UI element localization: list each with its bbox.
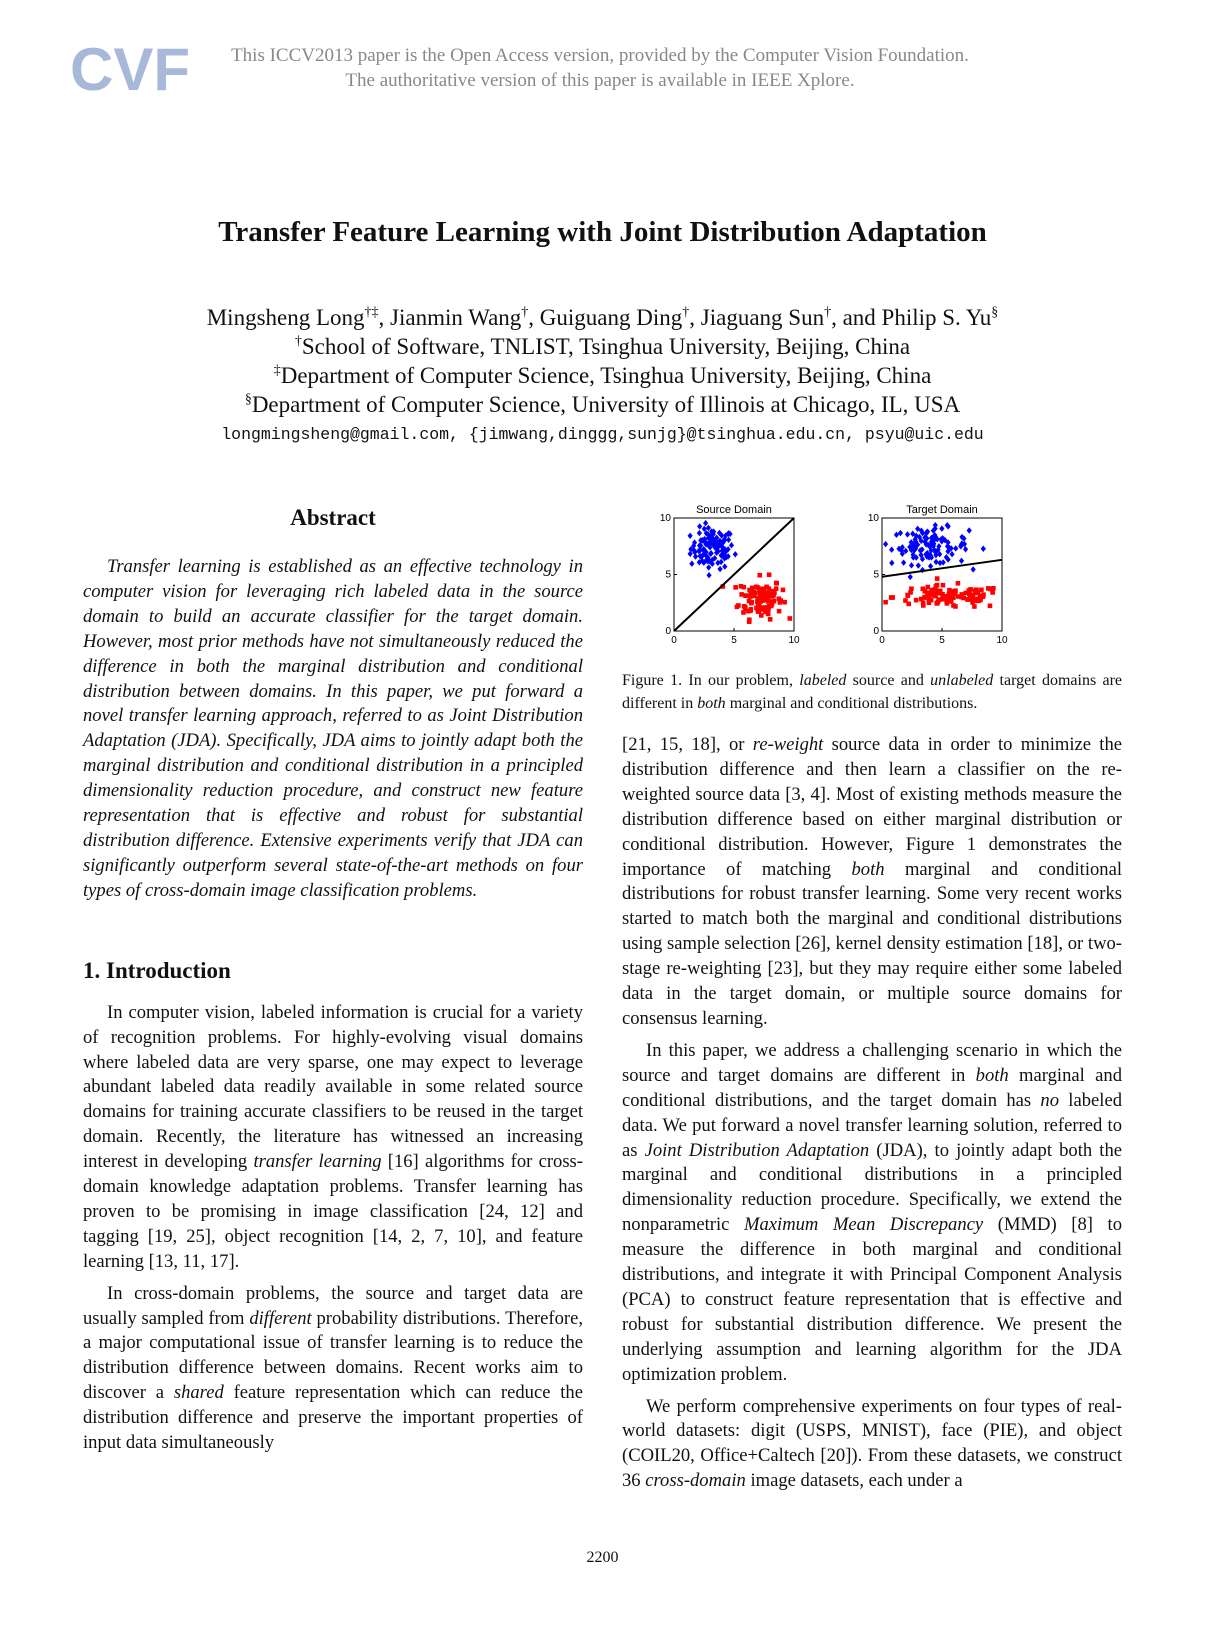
data-point-square (959, 592, 964, 597)
affiliation-text: Department of Computer Science, University of Illinois at Chicago, IL, USA (251, 392, 961, 417)
affiliation-mark: † (682, 305, 690, 320)
affiliation-line (0, 361, 1205, 390)
y-tick-label: 5 (873, 569, 879, 581)
affiliation-mark: § (991, 305, 999, 320)
text-run: probability distributions. Therefore, a major computational issue of transfer learning is to reduce the distribution difference between domains. Recent works aim to discover a (83, 1307, 583, 1404)
data-point-diamond (909, 562, 914, 568)
text-run: In computer vision, labeled information is crucial for a variety of recognition problems. For highly-evolving visual domains where labeled data are very sparse, one may expect to leverage abundant labeled data readily available in some related source domains for training accurate classifiers to be reused in the target domain. Recently, the literature has witnessed an increasing interest in developing (83, 1001, 583, 1173)
data-point-diamond (706, 564, 711, 570)
data-point-square (956, 581, 961, 586)
data-point-square (909, 586, 914, 591)
data-point-diamond (697, 530, 702, 536)
text-run: marginal and conditional distributions, and the target domain has (622, 1064, 1122, 1111)
affiliation-line (0, 390, 1205, 419)
affiliations (0, 332, 1205, 419)
author-name: Philip S. Yu (881, 305, 992, 330)
data-point-square (921, 603, 926, 608)
data-point-square (935, 583, 940, 588)
data-point-diamond (963, 546, 968, 552)
author-name: Mingsheng Long (206, 305, 365, 330)
affiliation-mark: † (824, 305, 832, 320)
data-point-square (748, 594, 753, 599)
scatter-panel-1 (660, 504, 800, 646)
data-point-square (953, 604, 958, 609)
body-paragraph (622, 1395, 1122, 1495)
author-separator: , (528, 305, 540, 330)
author-block (0, 303, 1205, 419)
data-point-square (757, 573, 762, 578)
y-tick-label: 0 (873, 626, 879, 637)
data-point-diamond (937, 560, 942, 566)
left-column (83, 503, 583, 1456)
data-point-diamond (981, 546, 986, 552)
text-run: marginal and conditional distributions. (725, 695, 978, 712)
data-point-square (919, 597, 924, 602)
data-point-diamond (949, 551, 954, 557)
data-point-diamond (928, 563, 933, 569)
data-point-diamond (717, 566, 722, 572)
data-point-diamond (733, 551, 738, 557)
data-point-diamond (953, 545, 958, 551)
data-point-square (974, 591, 979, 596)
data-point-square (763, 595, 768, 600)
data-point-square (739, 592, 744, 597)
svg-text:CVF: CVF (70, 36, 190, 103)
data-point-square (972, 604, 977, 609)
data-point-diamond (916, 562, 921, 568)
data-point-square (889, 595, 894, 600)
author-separator: , and (831, 305, 882, 330)
x-tick-label: 10 (788, 635, 800, 646)
data-point-square (749, 601, 754, 606)
data-point-diamond (889, 560, 894, 566)
data-point-square (767, 604, 772, 609)
abstract-body (83, 555, 583, 904)
y-tick-label: 10 (867, 513, 879, 524)
introduction-heading: 1. Introduction (83, 957, 231, 983)
data-point-square (927, 600, 932, 605)
data-point-square (949, 599, 954, 604)
data-point-diamond (901, 559, 906, 565)
text-run: labeled data. We put forward a novel transfer learning solution, referred to as (622, 1089, 1122, 1161)
text-run: In cross-domain problems, the source and target data are usually sampled from (83, 1282, 583, 1329)
body-paragraph (83, 1282, 583, 1456)
affiliation-line (0, 332, 1205, 361)
data-point-diamond (697, 523, 702, 529)
x-tick-label: 5 (731, 635, 737, 646)
data-point-square (739, 584, 744, 589)
data-point-square (766, 612, 771, 617)
text-run: (JDA), to jointly adapt both the marginal and conditional distributions in a principled dimensionality reduction procedure. Specifically, we extend the nonparametric (622, 1139, 1122, 1236)
emphasis-text: both (851, 858, 885, 880)
data-point-diamond (706, 572, 711, 578)
data-point-square (762, 605, 767, 610)
text-run: (MMD) [8] to measure the difference in both marginal and conditional distributions, and integrate it with Principal Component Analysis (PCA) to construct feature representation that is effective and robust for substantial distribution difference. We present the underlying assumption and learning algorithm for the JDA optimization problem. (622, 1214, 1122, 1385)
text-run: Figure 1. In our problem, (622, 672, 800, 689)
x-tick-label: 5 (939, 635, 945, 646)
y-tick-label: 0 (665, 626, 671, 637)
data-point-square (768, 617, 773, 622)
data-point-square (883, 600, 888, 605)
data-point-square (914, 598, 919, 603)
emphasis-text: different (249, 1307, 312, 1329)
data-point-square (742, 604, 747, 609)
body-paragraph (622, 733, 1122, 1032)
data-point-diamond (889, 547, 894, 553)
data-point-square (788, 616, 793, 621)
data-point-square (979, 588, 984, 593)
emphasis-text: Maximum Mean Discrepancy (743, 1214, 984, 1236)
introduction-body-left (83, 1001, 583, 1456)
emphasis-text: both (697, 695, 726, 712)
data-point-square (770, 599, 775, 604)
author-name: Guiguang Ding (539, 305, 683, 330)
data-point-square (770, 589, 775, 594)
chart-title: Source Domain (696, 504, 772, 516)
body-paragraph (83, 1001, 583, 1275)
data-point-square (920, 586, 925, 591)
data-point-square (988, 603, 993, 608)
emphasis-text: both (975, 1064, 1009, 1086)
text-run: [16] algorithms for cross-domain knowledge adaptation problems. Transfer learning has proven to be promising in image classification [24, 12] and tagging [19, 25], object recognition [14, 2, 7, 10], and feature learning [13, 11, 17]. (83, 1151, 583, 1272)
open-access-notice (180, 43, 1020, 93)
data-point-diamond (688, 533, 693, 539)
data-point-diamond (726, 537, 731, 543)
affiliation-mark: †‡ (364, 305, 379, 320)
paper-title: Transfer Feature Learning with Joint Distribution Adaptation (218, 216, 987, 248)
data-point-diamond (905, 531, 910, 537)
data-point-diamond (688, 551, 693, 557)
abstract-paragraph: Transfer learning is established as an effective technology in computer vision for leveraging rich labeled data in the source domain to build an accurate classifier for the target domain. However, most prior methods have not simultaneously reduced the difference in both the marginal distribution and conditional distribution between domains. In this paper, we put forward a novel transfer learning approach, referred to as Joint Distribution Adaptation (JDA). Specifically, JDA aims to jointly adapt both the marginal distribution and conditional distribution in a principled dimensionality reduction procedure, and construct new feature representation that is effective and robust for substantial distribution difference. Extensive experiments verify that JDA can significantly outperform several state-of-the-art methods on four types of cross-domain image classification problems. (83, 556, 583, 901)
x-tick-label: 10 (996, 635, 1008, 646)
x-tick-label: 0 (671, 635, 677, 646)
author-separator: , (378, 305, 391, 330)
abstract-heading: Abstract (290, 505, 376, 530)
data-point-square (988, 587, 993, 592)
data-point-square (937, 597, 942, 602)
introduction-body-right (622, 733, 1122, 1494)
author-emails: longmingsheng@gmail.com, {jimwang,dinggg,sunjg}@tsinghua.edu.cn, psyu@uic.edu (221, 425, 984, 444)
data-point-square (978, 596, 983, 601)
data-point-square (968, 587, 973, 592)
data-point-diamond (971, 566, 976, 572)
page-number: 2200 (586, 1549, 619, 1566)
emphasis-text: transfer learning (253, 1151, 382, 1173)
author-name: Jiaguang Sun (700, 305, 825, 330)
data-point-diamond (729, 542, 734, 548)
data-point-square (777, 609, 782, 614)
data-point-square (965, 597, 970, 602)
notice-line-2: The authoritative version of this paper is available in IEEE Xplore. (345, 70, 855, 91)
y-tick-label: 10 (659, 513, 671, 524)
data-point-diamond (722, 563, 727, 569)
text-run: feature representation which can reduce the distribution difference and preserve the important properties of input data simultaneously (83, 1382, 583, 1454)
scatter-panel-2 (868, 504, 1008, 646)
data-point-diamond (689, 561, 694, 567)
emphasis-text: shared (173, 1382, 224, 1404)
data-point-square (935, 576, 940, 581)
notice-line-1: This ICCV2013 paper is the Open Access version, provided by the Computer Vision Foundation. (231, 45, 969, 66)
text-run: image datasets, each under a (745, 1470, 963, 1492)
chart-title: Target Domain (906, 504, 978, 516)
data-point-square (941, 583, 946, 588)
data-point-square (953, 591, 958, 596)
author-separator: , (689, 305, 701, 330)
data-point-square (752, 590, 757, 595)
right-column (622, 733, 1122, 1494)
data-point-square (970, 600, 975, 605)
data-point-diamond (703, 520, 708, 526)
data-point-square (733, 585, 738, 590)
author-name: Jianmin Wang (390, 305, 522, 330)
data-point-square (774, 581, 779, 586)
text-run: In this paper, we address a challenging scenario in which the source and target domains are different in (622, 1039, 1122, 1086)
data-point-square (757, 588, 762, 593)
data-point-diamond (883, 541, 888, 547)
data-point-square (778, 600, 783, 605)
data-point-square (929, 588, 934, 593)
data-point-diamond (967, 527, 972, 533)
y-tick-label: 5 (665, 569, 671, 581)
emphasis-text: no (1040, 1089, 1060, 1111)
affiliation-mark: † (521, 305, 529, 320)
data-point-square (743, 593, 748, 598)
data-point-square (754, 606, 759, 611)
data-point-diamond (939, 525, 944, 531)
figure-1-caption (622, 669, 1122, 715)
emphasis-text: Joint Distribution Adaptation (644, 1139, 870, 1161)
data-point-square (747, 619, 752, 624)
text-run: target domains are different in (622, 672, 1123, 712)
data-point-square (903, 598, 908, 603)
data-point-diamond (933, 559, 938, 565)
data-points (883, 522, 996, 609)
text-run: source data in order to minimize the distribution difference and then learn a classifier on the re-weighted source data [3, 4]. Most of existing methods measure the distribution difference based on either marginal distribution or conditional distribution. However, Figure 1 demonstrates the importance of matching (622, 734, 1122, 880)
affiliation-mark: ‡ (273, 363, 281, 378)
text-run: marginal and conditional distributions for robust transfer learning. Some very recent works started to match both the marginal and conditional distributions using sample selection [26], kernel density estimation [18], or two-stage re-weighting [23], but they may require either some labeled data in the target domain, or multiple source domains for consensus learning. (622, 858, 1122, 1029)
x-tick-label: 0 (879, 635, 885, 646)
text-run: source and (846, 672, 931, 689)
data-point-diamond (709, 550, 714, 556)
body-paragraph (622, 1039, 1122, 1388)
data-point-square (942, 597, 947, 602)
text-run: We perform comprehensive experiments on four types of real-world datasets: digit (USPS, MNIST), face (PIE), and object (COIL20, Office+Caltech [20]). From these datasets, we construct 36 (622, 1395, 1122, 1492)
data-point-square (981, 592, 986, 597)
data-point-square (736, 603, 741, 608)
cvf-logo (70, 36, 190, 104)
data-point-square (925, 585, 930, 590)
data-point-square (905, 593, 910, 598)
affiliation-text: School of Software, TNLIST, Tsinghua University, Beijing, China (301, 334, 911, 359)
data-point-square (750, 586, 755, 591)
data-point-square (781, 588, 786, 593)
data-point-diamond (908, 574, 913, 580)
text-run: [21, 15, 18], or (622, 734, 753, 755)
data-point-square (963, 591, 968, 596)
emphasis-text: unlabeled (930, 672, 994, 689)
affiliation-text: Department of Computer Science, Tsinghua University, Beijing, China (280, 363, 932, 388)
affiliation-mark: † (294, 334, 302, 349)
data-point-diamond (693, 553, 698, 559)
data-point-diamond (959, 558, 964, 564)
data-point-square (940, 592, 945, 597)
emphasis-text: re-weight (752, 734, 824, 755)
emphasis-text: labeled (799, 672, 847, 689)
affiliation-mark: § (244, 392, 252, 407)
data-point-square (948, 594, 953, 599)
data-point-square (767, 572, 772, 577)
emphasis-text: cross-domain (645, 1470, 746, 1492)
data-point-square (782, 600, 787, 605)
author-names (0, 303, 1205, 332)
